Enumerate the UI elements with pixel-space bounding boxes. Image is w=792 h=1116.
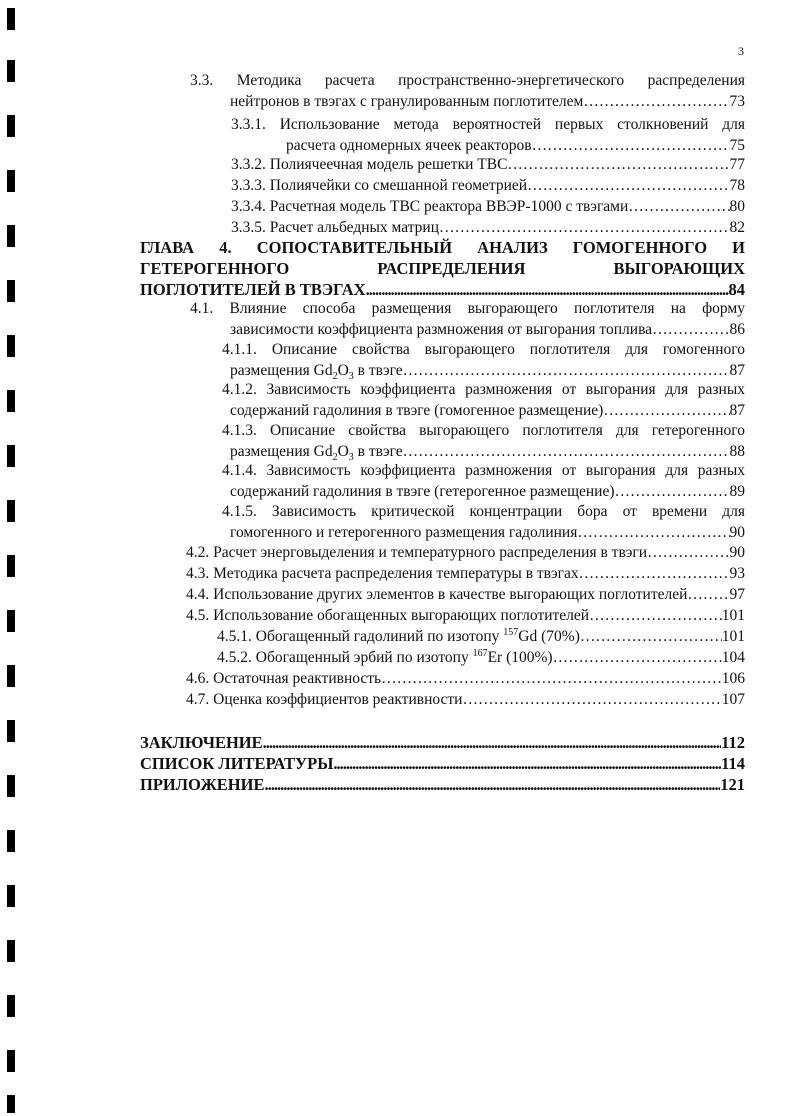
toc-page-number: 114 bbox=[721, 754, 745, 773]
binding-mark bbox=[7, 1095, 15, 1113]
toc-page-number: 75 bbox=[729, 137, 745, 154]
toc-entry-4-7[interactable] bbox=[186, 689, 745, 710]
toc-page-number: 87 bbox=[729, 402, 745, 419]
dot-leader bbox=[263, 732, 722, 753]
dot-leader bbox=[366, 279, 729, 300]
toc-page-number: 93 bbox=[729, 565, 745, 582]
toc-entry-3-3-5[interactable] bbox=[231, 217, 745, 238]
toc-page-number: 90 bbox=[729, 544, 745, 561]
dot-leader bbox=[403, 441, 730, 462]
toc-entry-title: 3.3. Методика расчета пространственно-энергетического распределения bbox=[190, 72, 745, 89]
toc-entry-4-1-2[interactable] bbox=[222, 379, 745, 421]
toc-entry-title: 4.1.5. Зависимость критической концентрации бора от времени для bbox=[222, 503, 745, 520]
toc-entry-4-3[interactable] bbox=[186, 563, 745, 584]
toc-page-number: 90 bbox=[729, 524, 745, 541]
toc-entry-title: 3.3.3. Полиячейки со смешанной геометрией bbox=[231, 177, 528, 194]
toc-page-number: 84 bbox=[728, 280, 745, 299]
toc-entry-title: 3.3.1. Использование метода вероятностей первых столкновений для bbox=[231, 116, 745, 133]
toc-entry-title: содержаний гадолиния в твэге (гетерогенное размещение) bbox=[230, 483, 615, 500]
toc-page-number: 107 bbox=[721, 691, 745, 708]
toc-page-number: 78 bbox=[729, 177, 745, 194]
dot-leader bbox=[583, 91, 729, 112]
toc-page-number: 101 bbox=[721, 628, 745, 645]
toc-appendix[interactable] bbox=[140, 774, 745, 795]
dot-leader bbox=[527, 175, 729, 196]
chapter-title: ГЕТЕРОГЕННОГО РАСПРЕДЕЛЕНИЯ ВЫГОРАЮЩИХ bbox=[140, 259, 745, 278]
binding-mark bbox=[7, 830, 15, 852]
toc-entry-title: 4.6. Остаточная реактивность bbox=[186, 670, 382, 687]
toc-page-number: 101 bbox=[721, 607, 745, 624]
toc-entry-title: размещения $Gd_2O_3$ в твэге bbox=[230, 443, 403, 462]
toc-entry-4-1-5[interactable] bbox=[222, 501, 745, 543]
toc-page-number: 88 bbox=[729, 443, 745, 460]
dot-leader bbox=[403, 360, 730, 381]
dot-leader bbox=[652, 319, 729, 340]
dot-leader bbox=[462, 689, 721, 710]
dot-leader bbox=[580, 626, 722, 647]
toc-conclusion[interactable] bbox=[140, 732, 745, 753]
toc-page-number: 87 bbox=[729, 362, 745, 379]
toc-entry-3-3-1[interactable] bbox=[231, 114, 745, 156]
toc-entry-title: 4.4. Использование других элементов в качестве выгорающих поглотителей bbox=[186, 586, 688, 603]
chapter-title: ПОГЛОТИТЕЛЕЙ В ТВЭГАХ bbox=[140, 280, 366, 299]
dot-leader bbox=[264, 774, 720, 795]
toc-entry-3-3-3[interactable] bbox=[231, 175, 745, 196]
binding-mark bbox=[7, 995, 15, 1017]
dot-leader bbox=[439, 217, 729, 238]
toc-entry-4-1-1[interactable] bbox=[222, 339, 745, 381]
toc-page-number: 86 bbox=[729, 321, 745, 338]
dot-leader bbox=[615, 481, 730, 502]
toc-page-number: 89 bbox=[729, 483, 745, 500]
dot-leader bbox=[577, 522, 729, 543]
toc-entry-4-5-1[interactable] bbox=[217, 626, 745, 647]
dot-leader bbox=[553, 647, 722, 668]
dot-leader bbox=[579, 563, 730, 584]
toc-entry-3-3-2[interactable] bbox=[231, 154, 745, 175]
toc-entry-title: 4.1.2. Зависимость коэффициента размножения от выгорания для разных bbox=[222, 381, 745, 398]
toc-entry-title: ЗАКЛЮЧЕНИЕ bbox=[140, 733, 263, 752]
binding-mark bbox=[7, 940, 15, 962]
dot-leader bbox=[507, 154, 729, 175]
toc-entry-title: расчета одномерных ячеек реакторов bbox=[286, 137, 532, 154]
dot-leader bbox=[532, 135, 730, 156]
toc-entry-4-4[interactable] bbox=[186, 584, 745, 605]
toc-entry-title: 4.5. Использование обогащенных выгорающих поглотителей bbox=[186, 607, 590, 624]
toc-entry-title: гомогенного и гетерогенного размещения гадолиния bbox=[230, 524, 578, 541]
toc-entry-title: 4.2. Расчет энерговыделения и температурного распределения в твэги bbox=[186, 544, 648, 561]
chapter-title: ГЛАВА 4. СОПОСТАВИТЕЛЬНЫЙ АНАЛИЗ ГОМОГЕННОГО И bbox=[140, 238, 745, 257]
dot-leader bbox=[687, 584, 729, 605]
toc-entry-title: 3.3.4. Расчетная модель ТВС реактора ВВЭР-1000 с твэгами bbox=[231, 198, 629, 215]
toc-page-number: 121 bbox=[720, 775, 745, 794]
toc-entry-title: 4.5.1. Обогащенный гадолиний по изотопу $^{157}$Gd (70%) bbox=[217, 626, 580, 645]
toc-page-number: 97 bbox=[729, 586, 745, 603]
toc-entry-4-1[interactable] bbox=[190, 298, 745, 340]
toc-entry-4-5[interactable] bbox=[186, 605, 745, 626]
toc-entry-3-3-4[interactable] bbox=[231, 196, 745, 217]
toc-entry-4-6[interactable] bbox=[186, 668, 745, 689]
toc-page-number: 80 bbox=[729, 198, 745, 215]
toc-entry-3-3[interactable] bbox=[190, 70, 745, 112]
toc-entry-title: 4.1.4. Зависимость коэффициента размножения от выгорания для разных bbox=[222, 462, 745, 479]
toc-entry-title: 4.3. Методика расчета распределения температуры в твэгах bbox=[186, 565, 579, 582]
toc-entry-title: 4.7. Оценка коэффициентов реактивности bbox=[186, 691, 463, 708]
toc-entry-title: 3.3.5. Расчет альбедных матриц bbox=[231, 219, 440, 236]
toc-entry-title: ПРИЛОЖЕНИЕ bbox=[140, 775, 265, 794]
toc-entry-title: 4.1.1. Описание свойства выгорающего поглотителя для гомогенного bbox=[222, 341, 745, 358]
toc-chapter-4[interactable] bbox=[140, 237, 745, 300]
toc-entry-title: зависимости коэффициента размножения от выгорания топлива bbox=[230, 321, 653, 338]
binding-mark bbox=[7, 885, 15, 907]
toc-entry-4-2[interactable] bbox=[186, 542, 745, 563]
toc-page-number: 82 bbox=[729, 219, 745, 236]
toc-entry-4-1-4[interactable] bbox=[222, 460, 745, 502]
toc-entry-title: СПИСОК ЛИТЕРАТУРЫ bbox=[140, 754, 334, 773]
toc-entry-title: 4.5.2. Обогащенный эрбий по изотопу $^{167}$Er (100%) bbox=[217, 647, 553, 666]
binding-mark bbox=[7, 1050, 15, 1072]
toc-entry-title: 4.1.3. Описание свойства выгорающего поглотителя для гетерогенного bbox=[222, 422, 745, 439]
dot-leader bbox=[603, 400, 729, 421]
dot-leader bbox=[628, 196, 729, 217]
dot-leader bbox=[381, 668, 722, 689]
toc-page-number: 77 bbox=[729, 156, 745, 173]
toc-entry-4-5-2[interactable] bbox=[217, 647, 745, 668]
toc-page-number: 112 bbox=[721, 733, 745, 752]
toc-entry-title: размещения $Gd_2O_3$ в твэге bbox=[230, 362, 403, 381]
dot-leader bbox=[333, 753, 721, 774]
dot-leader bbox=[589, 605, 722, 626]
toc-entry-title: содержаний гадолиния в твэге (гомогенное размещение) bbox=[230, 402, 604, 419]
toc-references[interactable] bbox=[140, 753, 745, 774]
dot-leader bbox=[647, 542, 729, 563]
page-number: 3 bbox=[738, 44, 744, 58]
toc-page-number: 73 bbox=[729, 93, 745, 110]
toc-entry-title: 4.1. Влияние способа размещения выгорающего поглотителя на форму bbox=[190, 300, 745, 317]
toc-page-number: 106 bbox=[721, 670, 745, 687]
toc-entry-title: нейтронов в твэгах с гранулированным поглотителем bbox=[230, 93, 584, 110]
toc-page-number: 104 bbox=[721, 649, 745, 666]
toc-entry-4-1-3[interactable] bbox=[222, 420, 745, 462]
toc-entry-title: 3.3.2. Полиячеечная модель решетки ТВС bbox=[231, 156, 508, 173]
